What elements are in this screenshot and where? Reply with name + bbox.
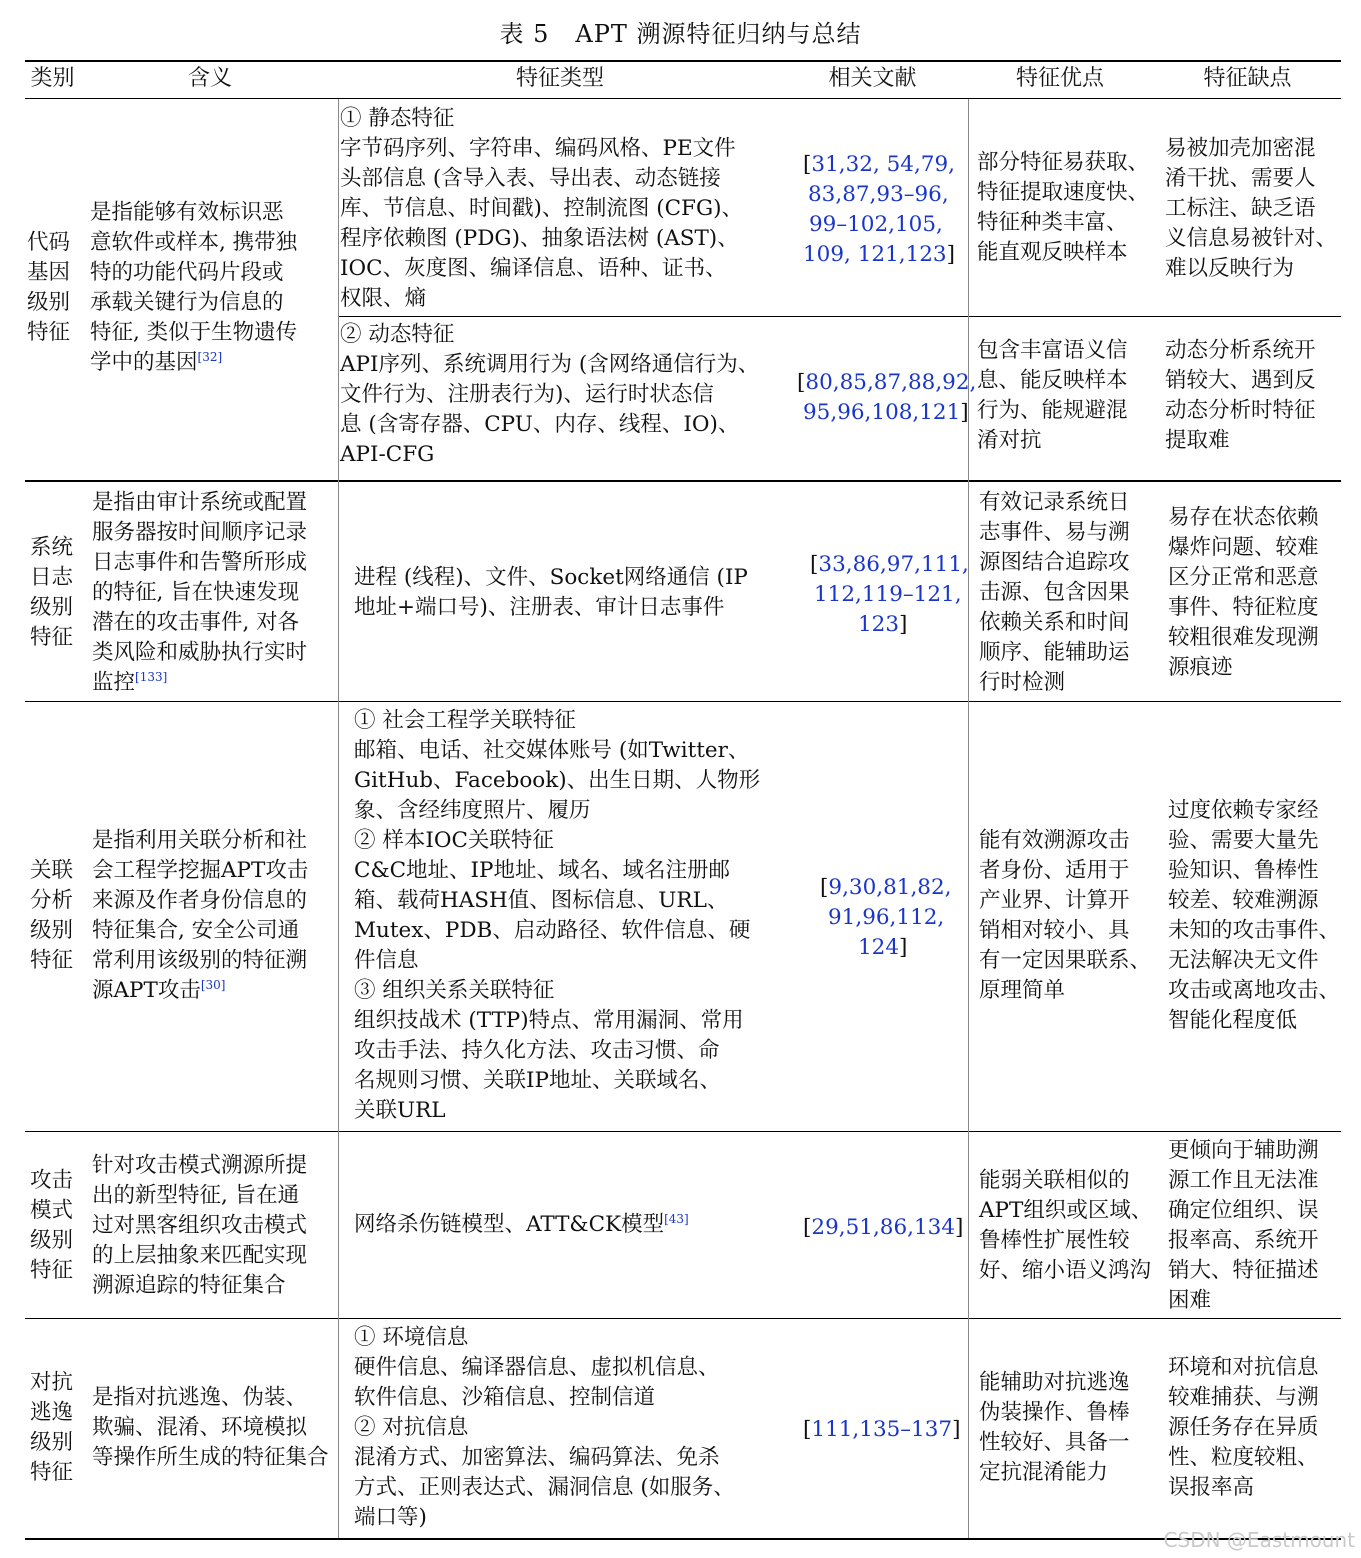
row2-pros: 有效记录系统日 志事件、易与溯 源图结合追踪攻 击源、包含因果 依赖关系和时间 顺序、能辅助运 行时检测 [979, 490, 1130, 695]
row1-bottom-rule [25, 480, 1341, 482]
row1-dynamic-cons: 动态分析系统开 销较大、遇到反 动态分析时特征 提取难 [1165, 338, 1316, 453]
header-cons: 特征缺点 [1203, 66, 1292, 91]
header-references: 相关文献 [828, 66, 917, 91]
row3-types: ① 社会工程学关联特征 邮箱、电话、社交媒体账号 (如Twitter、 GitHub、Facebook)、出生日期、人物形 象、含经纬度照片、履历 ② 样本IOC关联特征 C&C地址、IP地址、域名、域名注册邮 箱、载荷HASH值、图标信息、URL、 Mutex、PDB、启动路径、软件信息、硬 件信息 ③ 组织关系关联特征 组织技战术 (TTP)特点、常用漏洞、常用 攻击手法、持久化方法、攻击习惯、命 名规则习惯、关联IP地址、关联域名、 关联URL [354, 708, 761, 1123]
table-caption [0, 14, 1361, 49]
header-meaning: 含义 [187, 66, 232, 91]
row2-refs: [33,86,97,111, 112,119–121, 123] [810, 552, 969, 637]
column-divider [968, 99, 969, 1538]
row5-meaning: 是指对抗逃逸、伪装、 欺骗、混淆、环境模拟 等操作所生成的特征集合 [92, 1385, 329, 1470]
row3-cons: 过度依赖专家经 验、需要大量先 验知识、鲁棒性 较差、较难溯源 未知的攻击事件、 无法解决无文件 攻击或离地攻击、 智能化程度低 [1168, 798, 1341, 1033]
table-number: 表 5 [499, 20, 550, 48]
row4-pros: 能弱关联相似的 APT组织或区域、 鲁棒性扩展性较 好、缩小语义鸿沟 [979, 1168, 1153, 1283]
row5-pros: 能辅助对抗逃逸 伪装操作、鲁棒 性较好、具备一 定抗混淆能力 [979, 1370, 1130, 1485]
row1-static-cons: 易被加壳加密混 淆干扰、需要人 工标注、缺乏语 义信息易被针对、 难以反映行为 [1165, 136, 1338, 281]
row4-types: 网络杀伤链模型、ATT&CK模型[43] [354, 1211, 689, 1237]
row1-meaning: 是指能够有效标识恶 意软件或样本, 携带独 特的功能代码片段或 承载关键行为信息的 特征, 类似于生物遗传 学中的基因[32] [90, 200, 298, 375]
top-rule [25, 60, 1341, 62]
row1-dynamic-pros: 包含丰富语义信 息、能反映样本 行为、能规避混 淆对抗 [977, 338, 1128, 453]
row1-category: 代码 基因 级别 特征 [27, 230, 71, 345]
row2-meaning: 是指由审计系统或配置 服务器按时间顺序记录 日志事件和告警所形成 的特征, 旨在快速发现 潜在的攻击事件, 对各 类风险和威胁执行实时 监控[133] [92, 490, 308, 695]
row3-pros: 能有效溯源攻击 者身份、适用于 产业界、计算开 销相对较小、具 有一定因果联系、 原理简单 [979, 828, 1152, 1003]
row1-static-refs: [31,32, 54,79, 83,87,93–96, 99–102,105, 109, 121,123] [803, 152, 956, 267]
watermark: CSDN @Eastmount [1163, 1528, 1355, 1552]
row5-types: ① 环境信息 硬件信息、编译器信息、虚拟机信息、 软件信息、沙箱信息、控制信道 ② 对抗信息 混淆方式、加密算法、编码算法、免杀 方式、正则表达式、漏洞信息 (如服务、 端口等) [354, 1325, 735, 1530]
header-rule [25, 98, 1341, 99]
row1-dynamic-refs: [80,85,87,88,92, 95,96,108,121] [797, 370, 977, 425]
row1-static-pros: 部分特征易获取、 特征提取速度快、 特征种类丰富、 能直观反映样本 [977, 150, 1150, 265]
row5-cons: 环境和对抗信息 较难捕获、与溯 源任务存在异质 性、粒度较粗、 误报率高 [1168, 1355, 1319, 1500]
row4-category: 攻击 模式 级别 特征 [30, 1168, 74, 1283]
row2-bottom-rule [25, 701, 1341, 702]
column-divider [338, 99, 339, 1538]
citation: [43] [664, 1211, 689, 1226]
header-category: 类别 [30, 66, 75, 91]
row5-category: 对抗 逃逸 级别 特征 [30, 1370, 74, 1485]
row5-refs: [111,135–137] [803, 1417, 961, 1442]
row3-category: 关联 分析 级别 特征 [30, 858, 74, 973]
row4-cons: 更倾向于辅助溯 源工作且无法准 确定位组织、误 报率高、系统开 销大、特征描述 困难 [1168, 1138, 1319, 1313]
header-feature-types: 特征类型 [515, 66, 604, 91]
citation: [133] [135, 669, 168, 684]
row4-refs: [29,51,86,134] [803, 1215, 964, 1240]
bottom-rule [25, 1538, 1341, 1540]
row3-refs: [9,30,81,82, 91,96,112, 124] [820, 875, 952, 960]
row2-cons: 易存在状态依赖 爆炸问题、较难 区分正常和恶意 事件、特征粒度 较粗很难发现溯 源痕迹 [1168, 505, 1319, 680]
row4-bottom-rule [25, 1318, 1341, 1319]
citation: [30] [200, 977, 226, 992]
row4-meaning: 针对攻击模式溯源所提 出的新型特征, 旨在通 过对黑客组织攻击模式 的上层抽象来匹配实现 溯源追踪的特征集合 [92, 1153, 308, 1298]
row2-category: 系统 日志 级别 特征 [30, 535, 74, 650]
row1-dynamic-types: ② 动态特征 API序列、系统调用行为 (含网络通信行为、 文件行为、注册表行为)、运行时状态信 息 (含寄存器、CPU、内存、线程、IO)、 API-CFG [340, 322, 760, 467]
header-pros: 特征优点 [1015, 66, 1104, 91]
citation: [32] [197, 349, 223, 364]
row3-bottom-rule [25, 1131, 1341, 1132]
row3-meaning: 是指利用关联分析和社 会工程学挖掘APT攻击 来源及作者身份信息的 特征集合, 安全公司通 常利用该级别的特征溯 源APT攻击[30] [92, 828, 309, 1003]
row1-static-types: ① 静态特征 字节码序列、字符串、编码风格、PE文件 头部信息 (含导入表、导出表、动态链接 库、节信息、时间戳)、控制流图 (CFG)、 程序依赖图 (PDG)、抽象语法树 (AST)、 IOC、灰度图、编译信息、语种、证书、 权限、熵 [340, 106, 744, 311]
table-title: APT 溯源特征归纳与总结 [575, 20, 862, 48]
row1-inner-rule [338, 316, 1341, 317]
row2-types: 进程 (线程)、文件、Socket网络通信 (IP 地址+端口号)、注册表、审计日志事件 [354, 565, 748, 620]
